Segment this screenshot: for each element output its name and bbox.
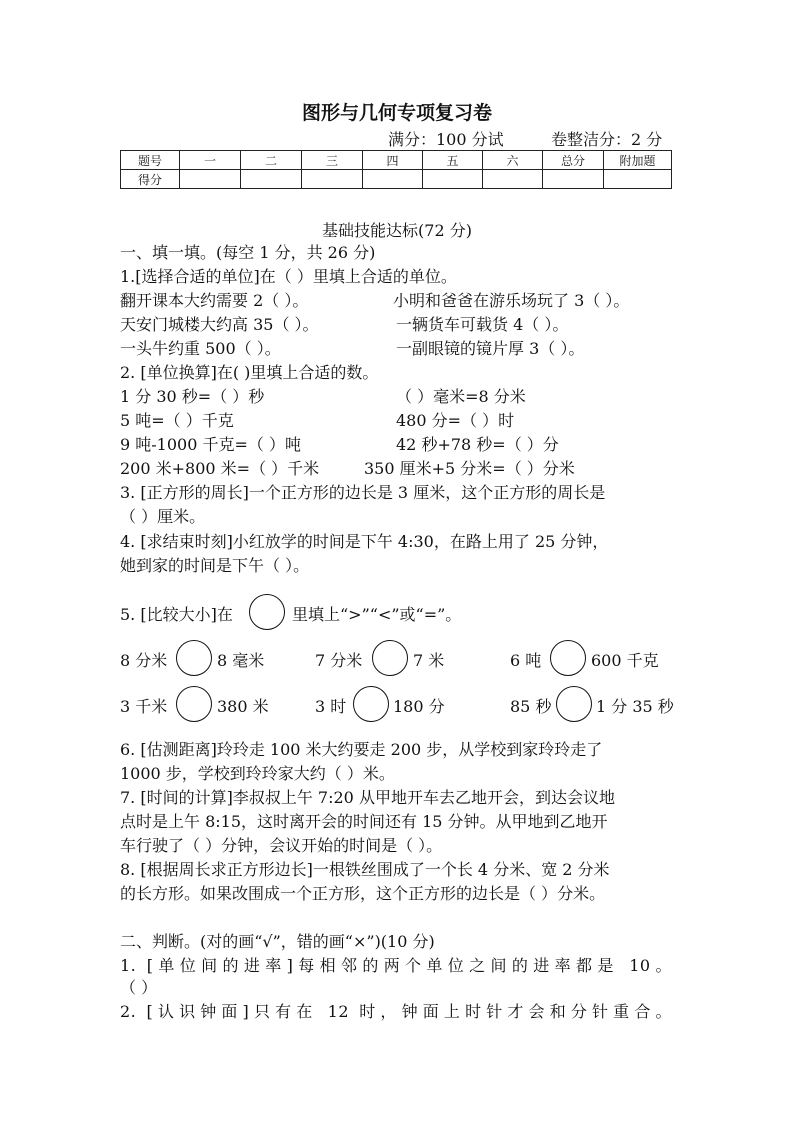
- q5-stem-post: 里填上“>”“<”或“=”。: [292, 605, 462, 624]
- q4-line: 她到家的时间是下午（ ）。: [120, 556, 310, 575]
- q1-item: 小明和爸爸在游乐场玩了 3（ ）。: [393, 291, 630, 310]
- q5-right-value: 600 千克: [591, 651, 659, 670]
- q1-item: 翻开课本大约需要 2（ ）。: [120, 291, 309, 310]
- q5-answer-circle[interactable]: [556, 686, 592, 722]
- q5-right-value: 380 米: [217, 697, 269, 716]
- neatness-score: 卷整洁分：2 分: [551, 130, 663, 149]
- score-header-cell: 一: [180, 151, 241, 170]
- q8-line: 8. [根据周长求正方形边长]一根铁丝围成了一个长 4 分米、宽 2 分米: [120, 860, 610, 879]
- score-table-header-row: [121, 151, 672, 170]
- q6-line: 6. [估测距离]玲玲走 100 米大约要走 200 步，从学校到家玲玲走了: [120, 740, 603, 759]
- score-header-cell: 三: [302, 151, 363, 170]
- score-header-cell: 总分: [543, 151, 604, 170]
- q6-line: 1000 步，学校到玲玲家大约（ ）米。: [120, 764, 395, 783]
- q5-answer-circle[interactable]: [550, 640, 586, 676]
- score-header-cell: 五: [423, 151, 483, 170]
- q5-stem-pre: 5. [比较大小]在: [120, 605, 233, 624]
- q1-item: 一辆货车可载货 4（ ）。: [396, 315, 569, 334]
- q3-line: 3. [正方形的周长]一个正方形的边长是 3 厘米，这个正方形的周长是: [120, 483, 606, 502]
- q2-item: （ ）毫米=8 分米: [396, 387, 526, 406]
- q2-item: 200 米+800 米=（ ）千米: [120, 459, 320, 478]
- page-title: 图形与几何专项复习卷: [301, 102, 492, 124]
- q2-item: 5 吨=（ ）千克: [120, 411, 234, 430]
- score-cell[interactable]: [604, 170, 672, 189]
- score-header-cell: 六: [483, 151, 543, 170]
- q7-line: 车行驶了（ ）分钟，会议开始的时间是（ ）。: [120, 836, 443, 855]
- q3-line: （ ）厘米。: [120, 507, 206, 526]
- score-cell[interactable]: [241, 170, 302, 189]
- q2-item: 9 吨-1000 千克=（ ）吨: [120, 435, 301, 454]
- score-header-cell: 二: [241, 151, 302, 170]
- score-table: [120, 150, 672, 189]
- part1-heading: 一、填一填。(每空 1 分，共 26 分): [120, 243, 376, 262]
- q5-answer-circle[interactable]: [353, 686, 389, 722]
- q5-right-value: 1 分 35 秒: [596, 697, 674, 716]
- q5-example-circle: [249, 594, 285, 630]
- q1-item: 一副眼镜的镜片厚 3（ ）。: [396, 339, 585, 358]
- q5-right-value: 8 毫米: [217, 651, 265, 670]
- score-row-label: 得分: [121, 170, 180, 189]
- judge-q2-line: 2. [认识钟面]只有在 12 时，钟面上时针才会和分针重合。: [120, 1002, 672, 1021]
- q5-left-value: 85 秒: [510, 697, 552, 716]
- q2-stem: 2. [单位换算]在( )里填上合适的数。: [120, 363, 379, 382]
- q8-line: 的长方形。如果改围成一个正方形，这个正方形的边长是（ ）分米。: [120, 884, 606, 903]
- q4-line: 4. [求结束时刻]小红放学的时间是下午 4:30，在路上用了 25 分钟，: [120, 532, 609, 551]
- score-header-cell: 附加题: [604, 151, 672, 170]
- q7-line: 7. [时间的计算]李叔叔上午 7:20 从甲地开车去乙地开会，到达会议地: [120, 788, 615, 807]
- score-header-cell: 四: [363, 151, 423, 170]
- q5-answer-circle[interactable]: [176, 686, 212, 722]
- q5-left-value: 7 分米: [315, 651, 363, 670]
- q7-line: 点时是上午 8:15，这时离开会的时间还有 15 分钟。从甲地到乙地开: [120, 812, 608, 831]
- q1-item: 天安门城楼大约高 35（ ）。: [120, 315, 319, 334]
- q1-item: 一头牛约重 500（ ）。: [120, 339, 281, 358]
- q2-item: 42 秒+78 秒=（ ）分: [396, 435, 559, 454]
- q2-item: 480 分=（ ）时: [396, 411, 515, 430]
- part2-heading: 二、判断。(对的画“√”，错的画“×”)(10 分): [120, 932, 435, 951]
- score-header-cell: 题号: [121, 151, 180, 170]
- q1-stem: 1.[选择合适的单位]在（ ）里填上合适的单位。: [120, 267, 457, 286]
- score-cell[interactable]: [363, 170, 423, 189]
- judge-q1-line: 1. [单位间的进率]每相邻的两个单位之间的进率都是 10。: [120, 956, 672, 975]
- score-cell[interactable]: [423, 170, 483, 189]
- q5-answer-circle[interactable]: [372, 640, 408, 676]
- score-cell[interactable]: [483, 170, 543, 189]
- q5-left-value: 6 吨: [510, 651, 542, 670]
- score-cell[interactable]: [543, 170, 604, 189]
- score-cell[interactable]: [302, 170, 363, 189]
- q2-item: 350 厘米+5 分米=（ ）分米: [364, 459, 575, 478]
- q5-right-value: 180 分: [393, 697, 445, 716]
- full-score: 满分：100 分试: [388, 130, 504, 149]
- judge-q1-answer: （ ）: [120, 978, 158, 997]
- score-table-score-row: [121, 170, 672, 189]
- score-cell[interactable]: [180, 170, 241, 189]
- q2-item: 1 分 30 秒=（ ）秒: [120, 387, 265, 406]
- q5-left-value: 3 时: [315, 697, 347, 716]
- q5-right-value: 7 米: [413, 651, 445, 670]
- section-heading: 基础技能达标(72 分): [322, 221, 472, 240]
- q5-answer-circle[interactable]: [176, 640, 212, 676]
- q5-left-value: 3 千米: [120, 697, 168, 716]
- q5-left-value: 8 分米: [120, 651, 168, 670]
